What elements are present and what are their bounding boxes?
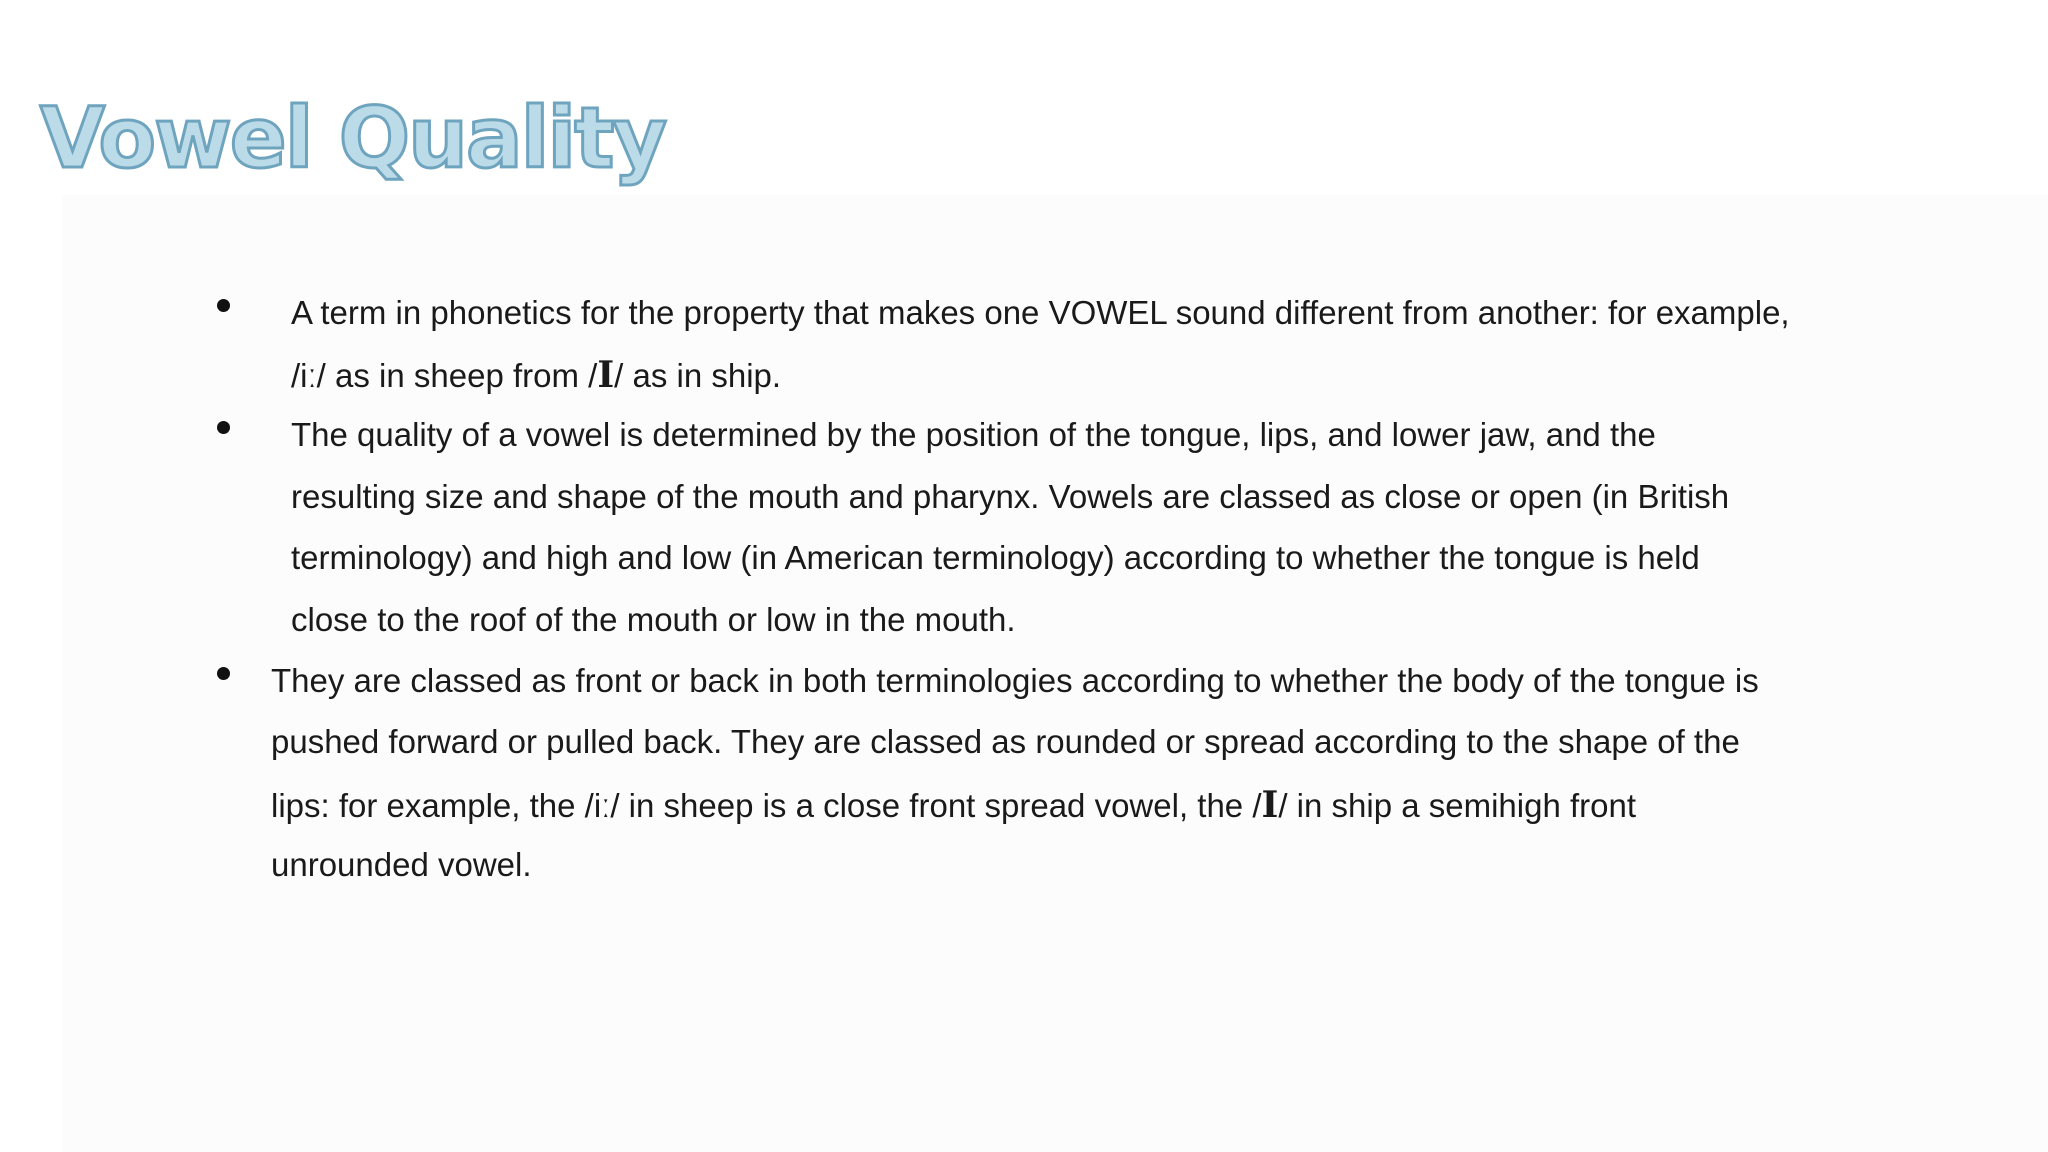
bullet-text-line: resulting size and shape of the mouth and pharynx. Vowels are classed as close or open (in British [291, 478, 1730, 515]
bullet-text-line: The quality of a vowel is determined by the position of the tongue, lips, and lower jaw, and the [291, 416, 1656, 453]
text-segment: /iː/ as in sheep from / [291, 357, 598, 394]
bullet-dot-icon [217, 299, 230, 312]
bullet-text-line [291, 354, 782, 396]
text-segment: / in ship a semihigh front [1278, 787, 1637, 824]
ipa-symbol: I [597, 354, 615, 396]
bullet-text-line: terminology) and high and low (in American terminology) according to whether the tongue is held [291, 539, 1700, 576]
bullet-text-line: close to the roof of the mouth or low in the mouth. [291, 601, 1016, 638]
bullet-text-line: A term in phonetics for the property that makes one VOWEL sound different from another: for example, [291, 294, 1790, 331]
bullet-text-line: unrounded vowel. [271, 846, 532, 883]
ipa-symbol: I [1261, 784, 1279, 826]
text-segment: lips: for example, the /iː/ in sheep is a close front spread vowel, the / [271, 787, 1262, 824]
bullet-dot-icon [217, 421, 230, 434]
text-segment: / as in ship. [614, 357, 782, 394]
slide-title: Vowel Quality [40, 89, 666, 187]
bullet-text-line [271, 784, 1637, 826]
bullet-text-line: They are classed as front or back in both terminologies according to whether the body of the tongue is [271, 662, 1759, 699]
bullet-text-line: pushed forward or pulled back. They are classed as rounded or spread according to the shape of the [271, 723, 1740, 760]
bullet-dot-icon [217, 667, 230, 680]
